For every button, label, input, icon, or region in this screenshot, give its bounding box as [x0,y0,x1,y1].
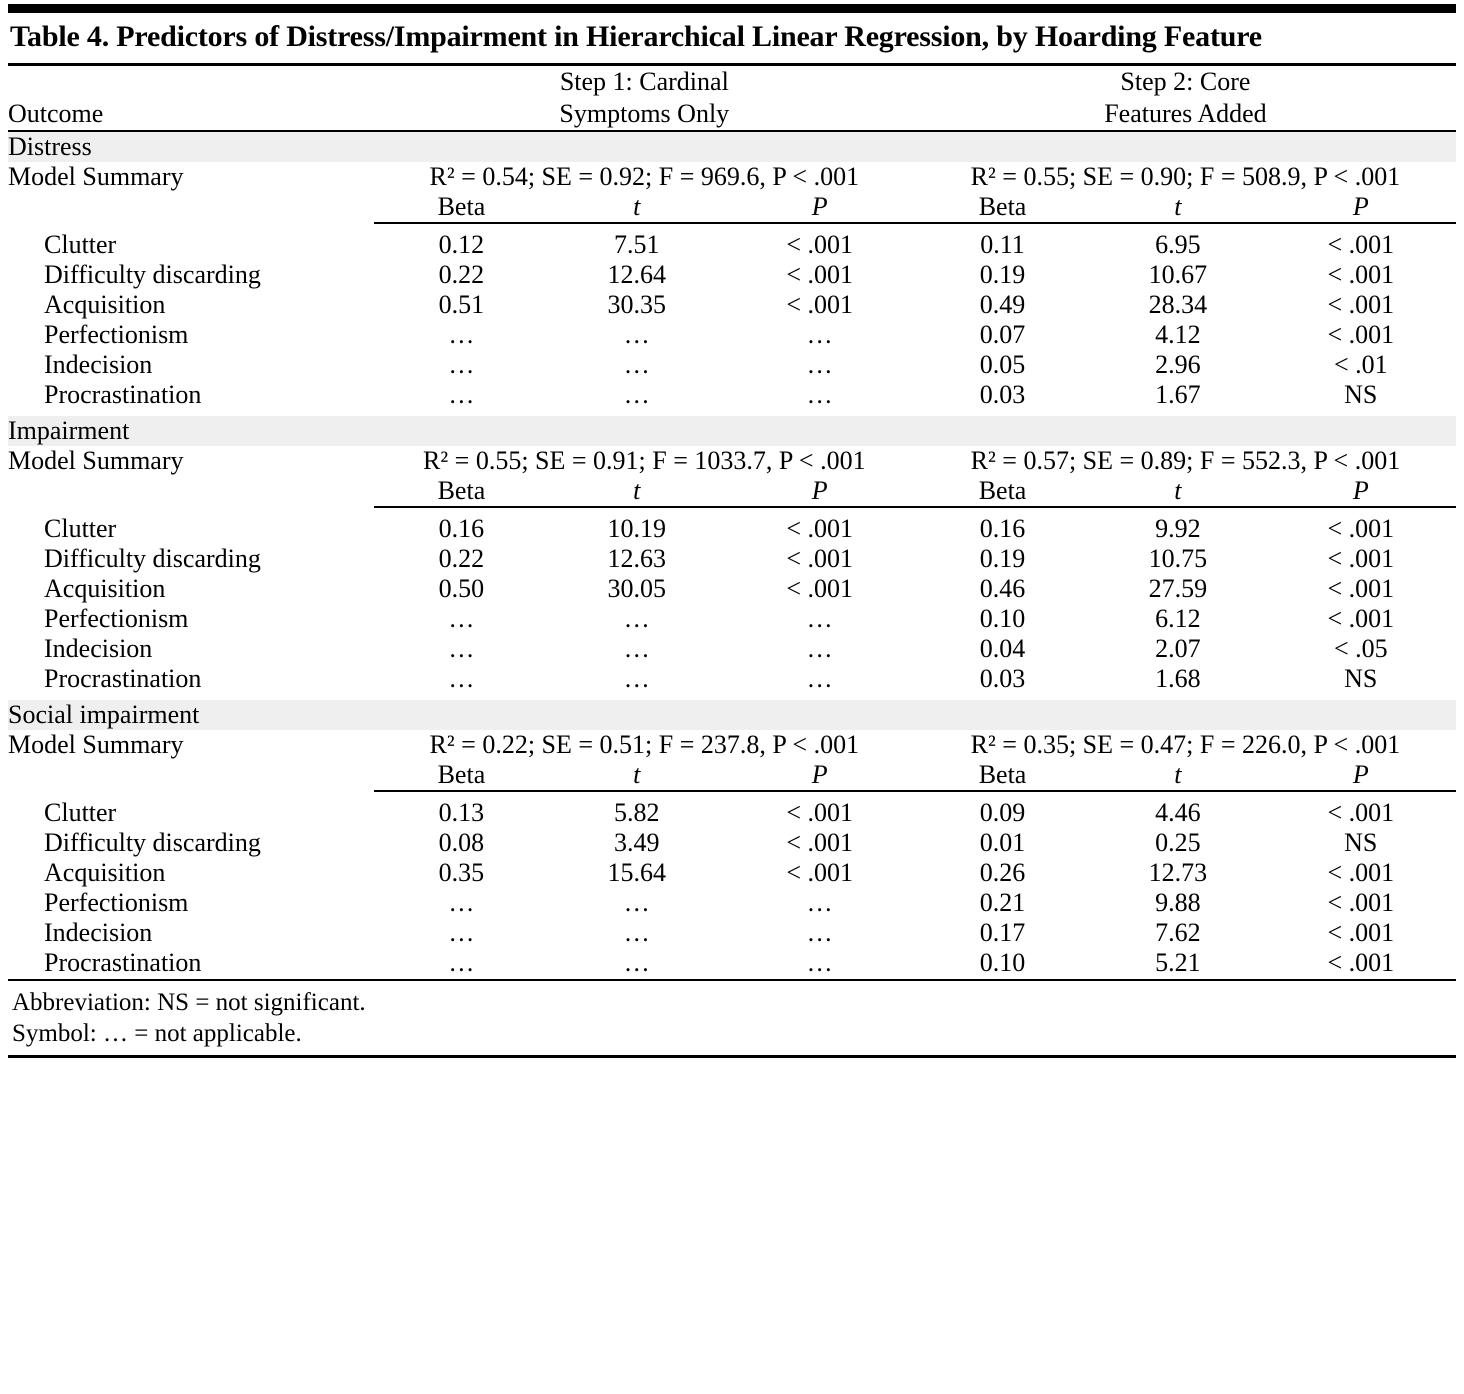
step2-header [915,65,1456,129]
beta-step1: … [448,379,475,409]
regression-table [8,62,1456,980]
subheader-beta-step1: Beta [374,192,549,223]
beta-step2: 0.01 [979,827,1026,857]
p-step1: … [806,887,833,917]
beta-step2: 0.10 [979,947,1026,977]
predictor-label: Procrastination [44,947,202,977]
table-row [8,574,1456,604]
t-step2: 27.59 [1148,573,1208,603]
p-step2: < .001 [1327,947,1395,977]
p-step2: < .001 [1327,887,1395,917]
p-step2: < .001 [1327,259,1395,289]
predictor-label: Acquisition [44,573,166,603]
beta-step2: 0.10 [979,603,1026,633]
p-step2: < .01 [1333,349,1388,379]
predictor-label: Indecision [44,633,153,663]
beta-step1: 0.50 [438,573,485,603]
table-row [8,544,1456,574]
predictor-label: Procrastination [44,379,202,409]
p-step1: … [806,379,833,409]
beta-step2: 0.19 [979,259,1026,289]
beta-step1: 0.22 [438,259,485,289]
p-step1: … [806,603,833,633]
table-row [8,604,1456,634]
t-step2: 0.25 [1155,827,1201,857]
model-summary-row [8,162,1456,192]
predictor-label: Clutter [44,797,117,827]
t-step2: 4.46 [1155,797,1201,827]
p-step1: … [806,349,833,379]
beta-step2: 0.19 [979,543,1026,573]
subheader-t-step2: t [1090,192,1265,223]
section-title: Social impairment [8,700,1456,730]
predictor-label: Indecision [44,349,153,379]
subheader-t-step2: t [1090,476,1265,507]
table-row [8,634,1456,664]
footnotes [8,981,1456,1050]
section-header-row [8,131,1456,162]
model-summary-step1: R² = 0.22; SE = 0.51; F = 237.8, P < .001 [429,729,860,759]
model-summary-step2: R² = 0.57; SE = 0.89; F = 552.3, P < .001 [970,445,1401,475]
p-step1: … [806,917,833,947]
beta-step2: 0.07 [979,319,1026,349]
table-row [8,798,1456,828]
model-summary-step1: R² = 0.55; SE = 0.91; F = 1033.7, P < .001 [423,445,866,475]
p-step2: NS [1344,379,1378,409]
t-step2: 10.67 [1148,259,1208,289]
t-step1: … [623,663,650,693]
t-step1: … [623,603,650,633]
p-step2: < .001 [1327,797,1395,827]
beta-step1: 0.35 [438,857,485,887]
table-row [8,514,1456,544]
beta-step2: 0.05 [979,349,1026,379]
t-step2: 4.12 [1155,319,1201,349]
beta-step2: 0.16 [979,513,1026,543]
table-page [0,4,1464,1058]
model-summary-label: Model Summary [8,161,184,191]
t-step2: 1.68 [1155,663,1201,693]
predictor-label: Difficulty discarding [44,259,261,289]
model-summary-step1: R² = 0.54; SE = 0.92; F = 969.6, P < .001 [429,161,860,191]
predictor-label: Procrastination [44,663,202,693]
p-step2: < .001 [1327,319,1395,349]
model-summary-label: Model Summary [8,729,184,759]
beta-step2: 0.26 [979,857,1026,887]
beta-step1: 0.08 [438,827,485,857]
p-step1: < .001 [786,259,853,289]
subheader-beta-step1: Beta [374,760,549,791]
t-step2: 6.95 [1155,229,1201,259]
p-step1: < .001 [786,573,853,603]
t-step1: … [623,379,650,409]
t-step2: 6.12 [1155,603,1201,633]
table-row [8,948,1456,978]
beta-step2: 0.17 [979,917,1026,947]
subheader-beta-step2: Beta [915,476,1090,507]
p-step2: < .001 [1327,543,1395,573]
beta-step2: 0.03 [979,663,1026,693]
predictor-label: Difficulty discarding [44,827,261,857]
column-header-row [8,65,1456,129]
beta-step1: 0.13 [438,797,485,827]
section-header-row [8,700,1456,730]
subheader-t-step2: t [1090,760,1265,791]
subheader-p-step2: P [1266,760,1456,791]
t-step1: … [623,887,650,917]
beta-step1: 0.22 [438,543,485,573]
section-title: Impairment [8,416,1456,446]
table-row [8,888,1456,918]
t-step2: 12.73 [1148,857,1208,887]
outcome-header: Outcome [8,98,104,128]
predictor-label: Perfectionism [44,603,189,633]
t-step1: … [623,319,650,349]
t-step1: 5.82 [614,797,660,827]
beta-step2: 0.09 [979,797,1026,827]
beta-step1: 0.16 [438,513,485,543]
model-summary-label: Model Summary [8,445,184,475]
beta-step2: 0.11 [980,229,1025,259]
beta-step1: … [448,633,475,663]
beta-step1: … [448,319,475,349]
table-row [8,828,1456,858]
t-step2: 10.75 [1148,543,1208,573]
bottom-border-rule [8,1055,1456,1058]
t-step2: 9.88 [1155,887,1201,917]
footnote-symbol: Symbol: … = not applicable. [12,1020,302,1048]
beta-step2: 0.21 [979,887,1026,917]
p-step1: < .001 [786,827,853,857]
beta-step2: 0.49 [979,289,1026,319]
t-step1: 7.51 [614,229,660,259]
beta-step1: 0.51 [438,289,485,319]
table-row [8,230,1456,260]
step1-header [374,65,915,129]
beta-step1: … [448,947,475,977]
t-step1: 15.64 [607,857,667,887]
t-step2: 5.21 [1155,947,1201,977]
t-step1: 30.05 [607,573,667,603]
table-row [8,320,1456,350]
t-step1: … [623,917,650,947]
model-summary-step2: R² = 0.35; SE = 0.47; F = 226.0, P < .001 [970,729,1401,759]
p-step2: < .001 [1327,857,1395,887]
t-step2: 2.07 [1155,633,1201,663]
p-step2: NS [1344,663,1378,693]
p-step2: < .05 [1333,633,1388,663]
predictor-label: Acquisition [44,289,166,319]
subheader-p-step2: P [1266,476,1456,507]
t-step1: … [623,947,650,977]
subheader-beta-step1: Beta [374,476,549,507]
table-row [8,858,1456,888]
table-title: Table 4. Predictors of Distress/Impairment in Hierarchical Linear Regression, by Hoarding Feature [10,20,1262,53]
predictor-label: Clutter [44,513,117,543]
table-row [8,350,1456,380]
t-step2: 9.92 [1155,513,1201,543]
p-step1: < .001 [786,797,853,827]
p-step1: < .001 [786,289,853,319]
p-step1: < .001 [786,229,853,259]
beta-step1: … [448,349,475,379]
p-step1: … [806,319,833,349]
t-step1: … [623,349,650,379]
p-step2: NS [1344,827,1378,857]
beta-step1: … [448,603,475,633]
predictor-label: Difficulty discarding [44,543,261,573]
p-step2: < .001 [1327,603,1395,633]
subheader-beta-step2: Beta [915,192,1090,223]
subheader-row [8,192,1456,223]
t-step1: 3.49 [614,827,660,857]
subheader-row [8,476,1456,507]
subheader-t-step1: t [549,476,724,507]
subheader-p-step1: P [724,476,914,507]
model-summary-step2: R² = 0.55; SE = 0.90; F = 508.9, P < .001 [970,161,1401,191]
section-title: Distress [8,131,1456,162]
t-step1: … [623,633,650,663]
step1-header-line2: Symptoms Only [559,98,730,128]
p-step1: < .001 [786,543,853,573]
t-step2: 7.62 [1155,917,1201,947]
p-step2: < .001 [1327,573,1395,603]
table-row [8,664,1456,694]
t-step1: 12.63 [607,543,667,573]
t-step1: 10.19 [607,513,667,543]
model-summary-row [8,446,1456,476]
t-step2: 28.34 [1148,289,1208,319]
p-step1: < .001 [786,513,853,543]
predictor-label: Indecision [44,917,153,947]
p-step2: < .001 [1327,917,1395,947]
step2-header-line1: Step 2: Core [1120,67,1251,97]
section-header-row [8,416,1456,446]
predictor-label: Perfectionism [44,319,189,349]
rule-above-footnotes [8,978,1456,980]
predictor-label: Clutter [44,229,117,259]
beta-step2: 0.46 [979,573,1026,603]
subheader-p-step1: P [724,760,914,791]
subheader-beta-step2: Beta [915,760,1090,791]
step1-header-line1: Step 1: Cardinal [559,67,729,97]
top-border-rule [8,4,1456,13]
p-step2: < .001 [1327,513,1395,543]
t-step1: 12.64 [607,259,667,289]
predictor-label: Acquisition [44,857,166,887]
subheader-t-step1: t [549,760,724,791]
p-step2: < .001 [1327,229,1395,259]
predictor-label: Perfectionism [44,887,189,917]
t-step2: 1.67 [1155,379,1201,409]
beta-step1: … [448,887,475,917]
model-summary-row [8,730,1456,760]
p-step2: < .001 [1327,289,1395,319]
subheader-p-step1: P [724,192,914,223]
t-step1: 30.35 [607,289,667,319]
t-step2: 2.96 [1155,349,1201,379]
beta-step2: 0.03 [979,379,1026,409]
table-row [8,918,1456,948]
table-row [8,260,1456,290]
subheader-p-step2: P [1266,192,1456,223]
beta-step2: 0.04 [979,633,1026,663]
footnote-abbreviation: Abbreviation: NS = not significant. [12,988,366,1016]
subheader-t-step1: t [549,192,724,223]
p-step1: … [806,633,833,663]
beta-step1: … [448,917,475,947]
beta-step1: … [448,663,475,693]
beta-step1: 0.12 [438,229,485,259]
p-step1: … [806,663,833,693]
p-step1: … [806,947,833,977]
step2-header-line2: Features Added [1104,98,1267,128]
p-step1: < .001 [786,857,853,887]
table-row [8,380,1456,410]
subheader-row [8,760,1456,791]
table-row [8,290,1456,320]
